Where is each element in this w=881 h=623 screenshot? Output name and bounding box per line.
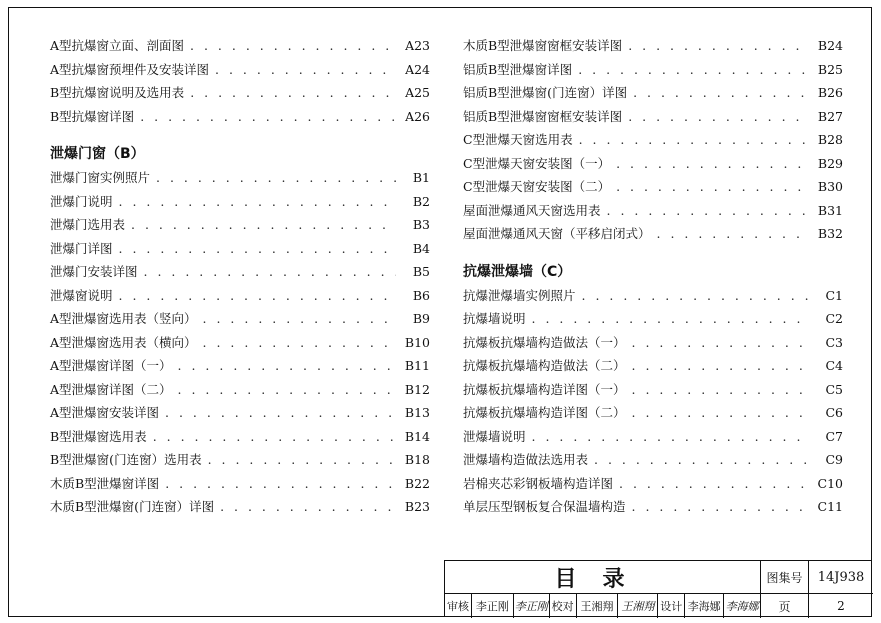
entry-code: B29 [817, 155, 843, 171]
dot-leader [578, 58, 809, 82]
entry-title: A型抗爆窗预埋件及安装详图 [50, 61, 210, 77]
page-number: 2 [837, 599, 845, 613]
entry-title: B型抗爆窗详图 [50, 108, 135, 124]
entry-title: 泄爆墙说明 [463, 428, 526, 444]
entry-title: 铝质B型泄爆窗窗框安装详图 [463, 108, 623, 124]
dot-leader [144, 260, 396, 284]
toc-entry[interactable] [50, 354, 430, 378]
entry-code: B9 [412, 311, 430, 326]
entry-code: B1 [412, 170, 430, 185]
entry-title: 抗爆板抗爆墙构造做法（一） [463, 334, 626, 350]
toc-entry[interactable] [50, 34, 430, 58]
dot-leader [119, 190, 396, 214]
dot-leader [632, 354, 809, 378]
catalog-heading: 目录 [445, 561, 761, 594]
page-label: 页 [761, 594, 809, 618]
toc-entry[interactable] [463, 128, 843, 152]
entry-code: B18 [404, 452, 430, 467]
entry-code: B24 [817, 38, 843, 53]
entry-title: A型泄爆窗选用表（横向） [50, 334, 197, 350]
dot-leader [532, 307, 809, 331]
toc-entry[interactable] [50, 401, 430, 425]
signature-reviewer: 李正刚 [514, 594, 550, 618]
entry-title: A型泄爆窗详图（二） [50, 381, 172, 397]
entry-title: 抗爆泄爆墙实例照片 [463, 287, 576, 303]
atlas-number-label: 图集号 [761, 561, 809, 594]
dot-leader [632, 331, 809, 355]
toc-entry[interactable] [463, 448, 843, 472]
entry-code: C11 [817, 499, 843, 514]
entry-title: C型泄爆天窗选用表 [463, 132, 573, 147]
name-reviewer: 李正刚 [472, 594, 514, 618]
toc-entry[interactable] [463, 307, 843, 331]
signature-row [445, 594, 761, 618]
entry-code: C7 [825, 428, 843, 444]
toc-entry[interactable] [463, 378, 843, 402]
toc-entry[interactable] [463, 175, 843, 199]
entry-title: 抗爆板抗爆墙构造详图（二） [463, 405, 626, 420]
dot-leader [140, 105, 396, 129]
dot-leader [178, 378, 396, 402]
entry-title: 屋面泄爆通风天窗选用表 [463, 202, 601, 218]
toc-entry[interactable] [50, 105, 430, 129]
toc-entry[interactable] [463, 199, 843, 223]
toc-entry[interactable] [50, 495, 430, 519]
toc-entry[interactable] [50, 472, 430, 496]
entry-code: B22 [404, 475, 430, 491]
entry-title: B型泄爆窗(门连窗）选用表 [50, 452, 202, 467]
toc-section [50, 34, 430, 128]
entry-code: B2 [412, 193, 430, 209]
dot-leader [657, 222, 809, 246]
dot-leader [579, 128, 809, 152]
dot-leader [119, 237, 396, 261]
toc-entry[interactable] [50, 425, 430, 449]
dot-leader [203, 307, 396, 331]
entry-title: C型泄爆天窗安装图（一） [463, 155, 611, 171]
entry-title: 泄爆门说明 [50, 193, 113, 209]
dot-leader [632, 495, 809, 519]
toc-entry[interactable] [463, 401, 843, 425]
dot-leader [628, 105, 809, 129]
toc-entry[interactable] [463, 331, 843, 355]
toc-section [463, 34, 843, 246]
entry-title: 屋面泄爆通风天窗（平移启闭式） [463, 226, 651, 241]
entry-title: 抗爆墙说明 [463, 311, 526, 326]
toc-entry[interactable] [50, 166, 430, 190]
dot-leader [632, 401, 809, 425]
role-reviewer: 审核 [445, 594, 472, 618]
role-checker: 校对 [550, 594, 577, 618]
atlas-number-value: 14J938 [809, 561, 873, 594]
entry-code: B31 [817, 202, 843, 218]
toc-entry[interactable] [50, 213, 430, 237]
entry-title: 木质B型泄爆窗(门连窗）详图 [50, 499, 215, 514]
section-title: 抗爆泄爆墙（C） [463, 263, 572, 280]
dot-leader [156, 166, 396, 190]
entry-title: 泄爆墙构造做法选用表 [463, 452, 589, 467]
dot-leader [178, 354, 396, 378]
entry-title: B型泄爆窗选用表 [50, 428, 147, 444]
signature-checker: 王湘翔 [618, 594, 658, 618]
toc-section [463, 260, 843, 519]
toc-section [50, 142, 430, 519]
entry-title: 铝质B型泄爆窗详图 [463, 61, 573, 77]
section-title: 泄爆门窗（B） [50, 146, 145, 162]
dot-leader [628, 34, 809, 58]
dot-leader [153, 425, 396, 449]
entry-title: A型泄爆窗选用表（竖向） [50, 311, 197, 326]
role-designer: 设计 [658, 594, 685, 618]
toc-entry[interactable] [463, 34, 843, 58]
dot-leader [633, 81, 809, 105]
entry-code: C9 [825, 452, 843, 467]
dot-leader [165, 472, 396, 496]
toc-entry[interactable] [50, 58, 430, 82]
toc-entry[interactable] [463, 284, 843, 308]
entry-code: C4 [825, 358, 843, 373]
toc-entry[interactable] [463, 354, 843, 378]
entry-code: B27 [817, 108, 843, 124]
entry-title: A型泄爆窗详图（一） [50, 358, 172, 373]
entry-code: B12 [404, 381, 430, 397]
entry-code: B26 [817, 85, 843, 100]
dot-leader [616, 175, 809, 199]
entry-code: B23 [404, 499, 430, 514]
entry-code: C1 [825, 287, 843, 303]
toc-entry[interactable] [50, 284, 430, 308]
dot-leader [607, 199, 809, 223]
title-block [444, 560, 872, 617]
signature-designer: 李海娜 [725, 600, 759, 613]
toc-entry[interactable] [463, 472, 843, 496]
dot-leader [131, 213, 396, 237]
entry-title: 抗爆板抗爆墙构造详图（一） [463, 381, 626, 397]
toc-left-column [50, 34, 430, 533]
entry-title: C型泄爆天窗安装图（二） [463, 179, 611, 194]
toc-entry[interactable] [50, 237, 430, 261]
entry-title: 铝质B型泄爆窗(门连窗）详图 [463, 85, 628, 100]
entry-code: B30 [817, 179, 843, 194]
entry-code: A26 [405, 108, 430, 124]
entry-code: C2 [825, 311, 843, 326]
entry-title: 单层压型钢板复合保温墙构造 [463, 499, 626, 514]
entry-title: 泄爆门窗实例照片 [50, 170, 151, 185]
entry-title: 泄爆门安装详图 [50, 264, 138, 279]
name-checker: 王湘翔 [577, 594, 619, 618]
toc-entry[interactable] [50, 331, 430, 355]
toc-entry[interactable] [463, 222, 843, 246]
entry-title: 泄爆门详图 [50, 240, 113, 256]
toc-entry[interactable] [463, 58, 843, 82]
toc-entry[interactable] [463, 105, 843, 129]
toc-entry[interactable] [463, 495, 843, 519]
entry-title: 岩棉夹芯彩钢板墙构造详图 [463, 475, 614, 491]
entry-title: 木质B型泄爆窗详图 [50, 475, 160, 491]
entry-title: 木质B型泄爆窗窗框安装详图 [463, 38, 623, 53]
name-designer: 李海娜 [685, 594, 724, 618]
entry-code: B3 [412, 217, 430, 232]
entry-code: B6 [412, 287, 430, 303]
dot-leader [632, 378, 809, 402]
entry-code: C3 [825, 334, 843, 350]
entry-code: A25 [405, 85, 430, 100]
dot-leader [119, 284, 396, 308]
entry-code: B28 [817, 132, 843, 147]
toc-entry[interactable] [463, 152, 843, 176]
entry-code: B14 [404, 428, 430, 444]
toc-entry[interactable] [463, 81, 843, 105]
toc-entry[interactable] [50, 190, 430, 214]
entry-title: B型抗爆窗说明及选用表 [50, 85, 185, 100]
entry-code: A24 [405, 61, 430, 77]
dot-leader [215, 58, 396, 82]
dot-leader [582, 284, 809, 308]
entry-code: C10 [817, 475, 843, 491]
entry-title: 泄爆窗说明 [50, 287, 113, 303]
toc-entry[interactable] [50, 81, 430, 105]
dot-leader [208, 448, 396, 472]
entry-title: A型抗爆窗立面、剖面图 [50, 38, 185, 53]
entry-code: B11 [404, 358, 430, 373]
entry-code: C5 [825, 381, 843, 397]
dot-leader [165, 401, 396, 425]
entry-code: B5 [412, 264, 430, 279]
entry-code: B10 [404, 334, 430, 350]
entry-code: C6 [825, 405, 843, 420]
toc-entry[interactable] [50, 378, 430, 402]
dot-leader [203, 331, 396, 355]
entry-code: B13 [404, 405, 430, 420]
entry-code: B25 [817, 61, 843, 77]
entry-title: 泄爆门选用表 [50, 217, 126, 232]
dot-leader [190, 81, 396, 105]
dot-leader [190, 34, 396, 58]
toc-entry[interactable] [463, 425, 843, 449]
dot-leader [616, 152, 809, 176]
dot-leader [220, 495, 396, 519]
dot-leader [532, 425, 809, 449]
entry-title: 抗爆板抗爆墙构造做法（二） [463, 358, 626, 373]
toc-right-column [463, 34, 843, 533]
entry-code: B32 [817, 226, 843, 241]
entry-code: A23 [405, 38, 430, 53]
entry-code: B4 [412, 240, 430, 256]
dot-leader [619, 472, 809, 496]
toc-entry[interactable] [50, 307, 430, 331]
dot-leader [594, 448, 809, 472]
toc-entry[interactable] [50, 448, 430, 472]
toc-entry[interactable] [50, 260, 430, 284]
entry-title: A型泄爆窗安装详图 [50, 405, 160, 420]
